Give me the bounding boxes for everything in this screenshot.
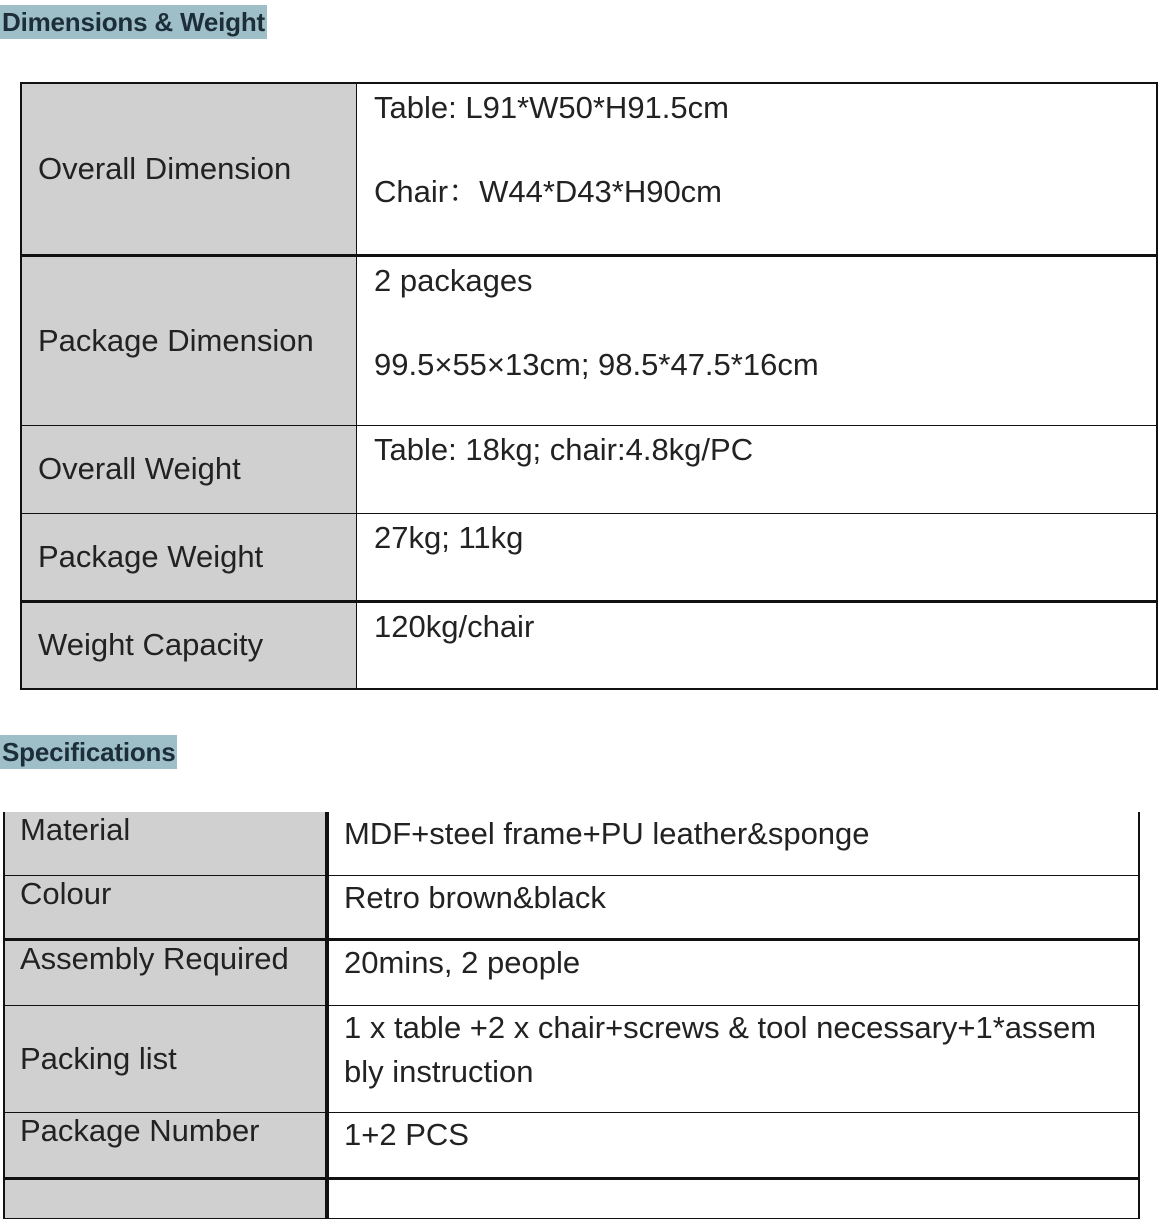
row-value	[327, 1005, 1139, 1112]
row-value	[327, 1112, 1139, 1178]
row-label: Colour	[4, 875, 327, 939]
row-label: Weight Capacity	[21, 601, 357, 689]
row-value	[357, 255, 1158, 425]
row-value	[357, 513, 1158, 601]
value-line: 99.5×55×13cm; 98.5*47.5*16cm	[374, 346, 819, 382]
value-line: 1 x table +2 x chair+screws & tool necessary+1*assem	[344, 1009, 1097, 1045]
table-row	[4, 875, 1139, 939]
row-label: Package Weight	[21, 513, 357, 601]
row-value	[357, 601, 1158, 689]
table-row	[21, 83, 1157, 255]
value-line: 2 packages	[374, 262, 533, 298]
row-value	[327, 939, 1139, 1005]
specifications-table	[3, 812, 1140, 1219]
row-label: Overall Weight	[21, 425, 357, 513]
table-row	[21, 255, 1157, 425]
row-label	[4, 1178, 327, 1218]
value-line: bly instruction	[344, 1053, 534, 1089]
value-line: Retro brown&black	[344, 879, 606, 915]
table-row	[4, 1112, 1139, 1178]
row-value	[327, 1178, 1139, 1218]
dimensions-table	[20, 82, 1158, 690]
value-line: Table: 18kg; chair:4.8kg/PC	[374, 431, 754, 467]
value-line: 20mins, 2 people	[344, 944, 581, 980]
row-label: Overall Dimension	[21, 83, 357, 255]
value-line: Chair：W44*D43*H90cm	[374, 174, 723, 209]
section-heading-specifications: Specifications	[2, 737, 176, 767]
table-row	[4, 939, 1139, 1005]
value-line: MDF+steel frame+PU leather&sponge	[344, 816, 870, 851]
table-row	[21, 425, 1157, 513]
table-row	[4, 812, 1139, 875]
row-label: Assembly Required	[4, 939, 327, 1005]
row-label: Package Number	[4, 1112, 327, 1178]
value-line: 27kg; 11kg	[374, 519, 524, 555]
value-line: 1+2 PCS	[344, 1116, 469, 1152]
table-row	[4, 1005, 1139, 1112]
row-value	[357, 425, 1158, 513]
row-value	[357, 83, 1158, 255]
row-value	[327, 812, 1139, 875]
row-label: Material	[4, 812, 327, 875]
table-row	[4, 1178, 1139, 1218]
value-line: Table: L91*W50*H91.5cm	[374, 90, 729, 125]
row-label: Packing list	[4, 1005, 327, 1112]
table-row	[21, 601, 1157, 689]
table-row	[21, 513, 1157, 601]
section-heading-dimensions: Dimensions & Weight	[2, 7, 265, 37]
row-label: Package Dimension	[21, 255, 357, 425]
value-line: 120kg/chair	[374, 608, 535, 644]
row-value	[327, 875, 1139, 939]
